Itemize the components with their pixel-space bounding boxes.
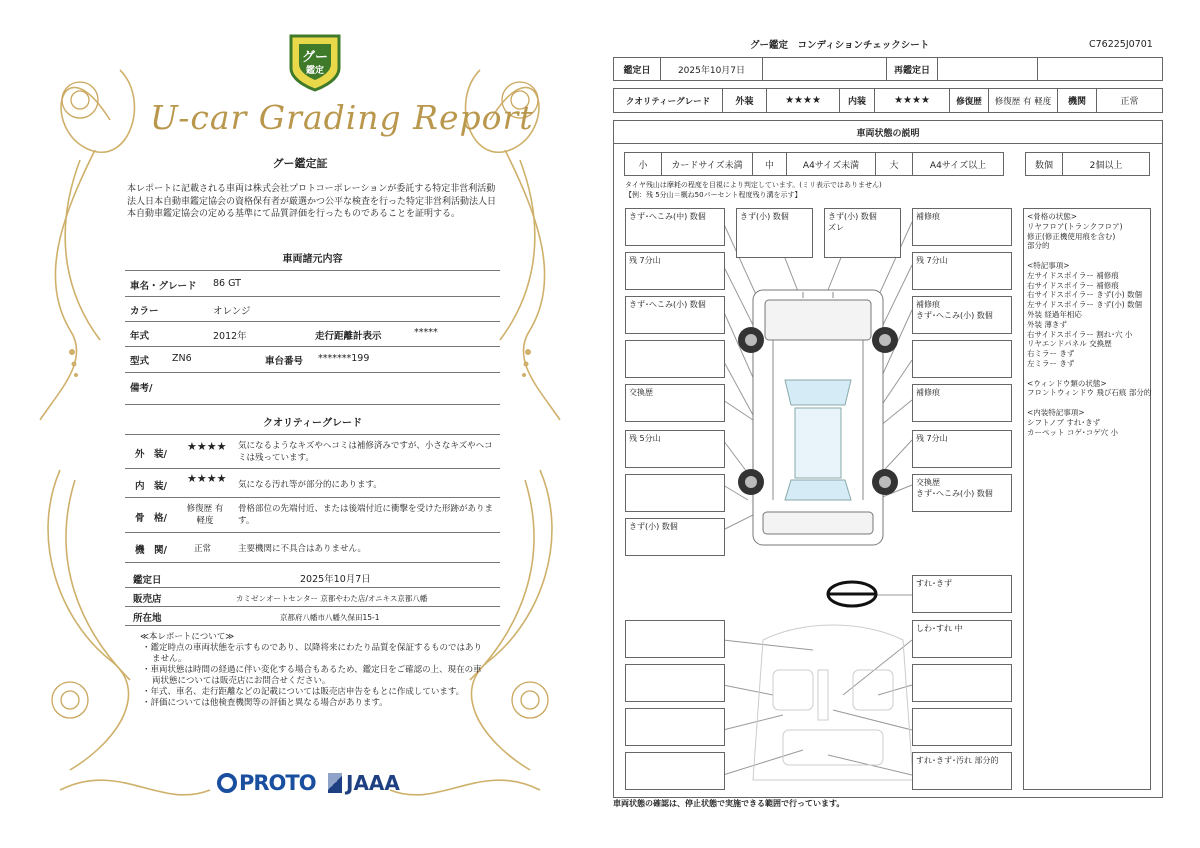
note-line: リヤエンドパネル 交換歴: [1027, 339, 1112, 349]
note-line: <ウィンドウ類の状態>: [1027, 378, 1107, 388]
note-item: ・車両状態は時間の経過に伴い変化する場合もあるため、鑑定日をご確認の上、現在の車両状態については販売店にお問合せください。: [142, 665, 482, 686]
interior-box-floor: すれ･きず･汚れ 部分的: [912, 752, 1012, 790]
report-title: U-car Grading Report: [150, 98, 534, 137]
size-large-desc: A4サイズ以上: [912, 152, 1004, 176]
empty-cell: [762, 57, 887, 81]
tire-box-rear-left: 残 5分山: [625, 430, 725, 468]
appraisal-date-value: 2025年10月7日: [300, 574, 371, 585]
specs-heading: 車両諸元内容: [282, 254, 343, 265]
tire-box-rear-right: 残 7分山: [912, 430, 1012, 468]
damage-box-right: [912, 474, 1012, 512]
engine-value: 正常: [1096, 88, 1163, 113]
size-small-label: 小: [624, 152, 662, 176]
tire-box-front-right: 残 7分山: [912, 252, 1012, 290]
divider: [125, 434, 500, 435]
box-line: きず･へこみ(小) 数個: [916, 489, 993, 498]
divider: [125, 625, 500, 626]
engine-label: 機 関/: [135, 545, 167, 556]
goo-kantei-badge: [287, 30, 343, 92]
box-line: ズレ: [828, 223, 844, 232]
jaaa-logo-text: JAAA: [346, 771, 400, 795]
quality-grade-label: クオリティーグレード: [613, 88, 723, 113]
divider: [125, 270, 500, 271]
note-line: 右サイドスポイラー 補修痕: [1027, 280, 1119, 290]
note-line: 修正(修正機使用痕を含む): [1027, 231, 1116, 241]
damage-box-left: [625, 474, 725, 512]
repair-history-value: 修復歴 有 軽度: [988, 88, 1058, 113]
note-line: <骨格の状態>: [1027, 212, 1078, 221]
interior-stars: ★★★★: [187, 472, 227, 485]
sheet-date-label: 鑑定日: [613, 57, 661, 81]
note-spacer: [1027, 251, 1147, 261]
report-notes: [140, 632, 490, 709]
divider: [125, 606, 500, 607]
damage-box-left: 交換歴: [625, 384, 725, 422]
frame-desc: 骨格部位の先端付近、または後端付近に衝撃を受けた形跡があります。: [238, 504, 494, 526]
note-line: リヤフロア(トランクフロア): [1027, 221, 1123, 231]
sheet-title: グー鑑定 コンディションチェックシート: [750, 40, 930, 51]
divider: [613, 143, 1163, 144]
box-line: きず･へこみ(小) 数個: [916, 311, 993, 320]
note-line: シフトノブ すれ･きず: [1027, 417, 1101, 427]
box-line: 交換歴: [916, 478, 940, 487]
damage-box-left: きず･へこみ(中) 数個: [625, 208, 725, 246]
note-item: ・評価については他検査機関等の評価と異なる場合があります。: [142, 698, 388, 708]
tire-note-2: 【例：残 5分山＝概ね50パーセント程度残り溝を示す】: [625, 191, 802, 199]
repair-history-label: 修復歴: [949, 88, 989, 113]
interior-box-left: [625, 708, 725, 746]
divider: [125, 532, 500, 533]
interior-box-right: [912, 708, 1012, 746]
chassis-value: *******199: [318, 353, 370, 364]
exterior-value: ★★★★: [766, 88, 840, 113]
exterior-stars: ★★★★: [187, 440, 227, 453]
car-name-label: 車名・グレード: [130, 281, 197, 292]
note-line: フロントウィンドウ 飛び石痕 部分的: [1027, 388, 1152, 398]
damage-box-left: きず･へこみ(小) 数個: [625, 296, 725, 334]
interior-box-left: [625, 752, 725, 790]
interior-box-seat: しわ･すれ 中: [912, 620, 1012, 658]
note-item: ・鑑定時点の車両状態を示すものであり、以降将来にわたり品質を保証するものではありません。: [142, 643, 483, 664]
divider: [125, 346, 500, 347]
condition-heading: 車両状態の説明: [856, 128, 920, 139]
divider: [125, 468, 500, 469]
dealer-value: カミゼンオートセンター 京都やわた店/オニキス京都八幡: [236, 594, 428, 603]
badge-text-1: グー: [301, 50, 328, 65]
note-line: 右ミラー きず: [1027, 349, 1075, 359]
note-line: 右サイドスポイラー 割れ･穴 小: [1027, 329, 1133, 339]
size-large-label: 大: [875, 152, 913, 176]
note-line: 部分的: [1027, 241, 1050, 251]
interior-desc: 気になる汚れ等が部分的にあります。: [238, 480, 382, 490]
certificate-text: 本レポートに記載される車両は株式会社プロトコーポレーションが委託する特定非営利活動法人日本自動車鑑定協会の資格保有者が厳選かつ公平な検査を行った特定非営利活動法人日本自動車鑑定協会の定める基準にて品質評価を行ったものであることを証明する。: [127, 184, 497, 219]
note-line: <内装特記事項>: [1027, 407, 1085, 417]
damage-box-front: きず(小) 数個: [736, 208, 813, 258]
tire-note-1: タイヤ残山は摩耗の程度を目視により判定しています。(ミリ表示ではありません): [625, 181, 882, 189]
interior-box-left: [625, 620, 725, 658]
proto-mark-icon: [217, 773, 237, 793]
address-label: 所在地: [133, 613, 162, 624]
chassis-label: 車台番号: [265, 356, 304, 367]
size-small-desc: カードサイズ未満: [661, 152, 753, 176]
address-value: 京都府八幡市八幡久保田15-1: [280, 613, 380, 622]
quality-heading: クオリティーグレード: [263, 418, 362, 429]
badge-text-2: 鑑定: [305, 66, 324, 76]
damage-box-right: 補修痕: [912, 208, 1012, 246]
damage-box-left: [625, 340, 725, 378]
proto-logo-text: PROTO: [239, 771, 316, 795]
note-line: 左ミラー きず: [1027, 358, 1075, 368]
divider: [125, 296, 500, 297]
model-label: 型式: [130, 356, 150, 367]
interior-box-left: [625, 664, 725, 702]
interior-box-right: [912, 664, 1012, 702]
note-line: 外装 薄きず: [1027, 319, 1067, 329]
reappraisal-label: 再鑑定日: [886, 57, 938, 81]
year-label: 年式: [130, 331, 150, 342]
engine-label: 機関: [1057, 88, 1097, 113]
note-line: <特記事項>: [1027, 260, 1070, 270]
note-item: ・年式、車名、走行距離などの記載については販売店申告をもとに作成しています。: [142, 687, 465, 697]
color-label: カラー: [130, 306, 159, 317]
mileage-value: *****: [414, 327, 438, 338]
divider: [125, 321, 500, 322]
note-spacer: [1027, 398, 1147, 408]
divider: [125, 587, 500, 588]
divider: [125, 497, 500, 498]
interior-label: 内装: [839, 88, 875, 113]
sheet-footer: 車両状態の確認は、停止状態で実施できる範囲で行っています。: [613, 799, 845, 808]
sheet-date-value: 2025年10月7日: [660, 57, 763, 81]
box-line: 補修痕: [916, 300, 940, 309]
reappraisal-value: [937, 57, 1038, 81]
special-notes-panel: [1023, 208, 1151, 790]
certificate-heading: グー鑑定証: [272, 157, 328, 170]
note-spacer: [1027, 369, 1147, 379]
mileage-label: 走行距離計表示: [315, 331, 382, 342]
exterior-label: 外装: [722, 88, 767, 113]
note-line: 外装 経過年相応: [1027, 309, 1082, 319]
appraisal-date-label: 鑑定日: [133, 575, 162, 586]
note-line: 左サイドスポイラー 補修痕: [1027, 270, 1119, 280]
divider: [125, 562, 500, 563]
divider: [125, 404, 500, 405]
size-medium-desc: A4サイズ未満: [786, 152, 876, 176]
damage-box-front: [824, 208, 901, 258]
remarks-label: 備考/: [130, 383, 153, 394]
sheet-code: C76225J0701: [1089, 39, 1153, 50]
engine-desc: 主要機関に不具合はありません。: [238, 544, 367, 554]
dealer-label: 販売店: [133, 594, 162, 605]
exterior-desc: 気になるようなキズやヘコミは補修済みですが、小さなキズやヘコミは残っています。: [238, 441, 493, 463]
empty-cell: [1037, 57, 1163, 81]
tire-box-front-left: 残 7分山: [625, 252, 725, 290]
jaaa-logo: [328, 771, 400, 795]
exterior-label: 外 装/: [135, 449, 167, 460]
interior-box-steering: すれ･きず: [912, 575, 1012, 613]
interior-value: ★★★★: [874, 88, 950, 113]
damage-box-right: [912, 296, 1012, 334]
box-line: きず(小) 数個: [828, 212, 877, 221]
note-line: 右サイドスポイラー きず(小) 数個: [1027, 290, 1143, 300]
frame-label: 骨 格/: [135, 513, 167, 524]
color-value: オレンジ: [213, 306, 251, 317]
note-line: 左サイドスポイラー きず(小) 数個: [1027, 300, 1143, 310]
car-name-value: 86 GT: [213, 278, 241, 289]
frame-value: 修復歴 有 軽度: [186, 504, 224, 526]
count-desc: 2個以上: [1062, 152, 1150, 176]
note-line: カーペット コゲ･コゲ穴 小: [1027, 427, 1119, 437]
damage-box-rear: きず(小) 数個: [625, 518, 725, 556]
engine-value: 正常: [194, 544, 212, 554]
notes-heading: ≪本レポートについて≫: [140, 632, 235, 642]
jaaa-mark-icon: [328, 773, 342, 793]
count-label: 数個: [1025, 152, 1063, 176]
model-value: ZN6: [172, 353, 192, 364]
divider: [125, 372, 500, 373]
damage-box-right: [912, 340, 1012, 378]
year-value: 2012年: [213, 331, 247, 342]
size-medium-label: 中: [752, 152, 787, 176]
proto-logo: [217, 771, 316, 795]
damage-box-right: 補修痕: [912, 384, 1012, 422]
interior-label: 内 装/: [135, 481, 167, 492]
